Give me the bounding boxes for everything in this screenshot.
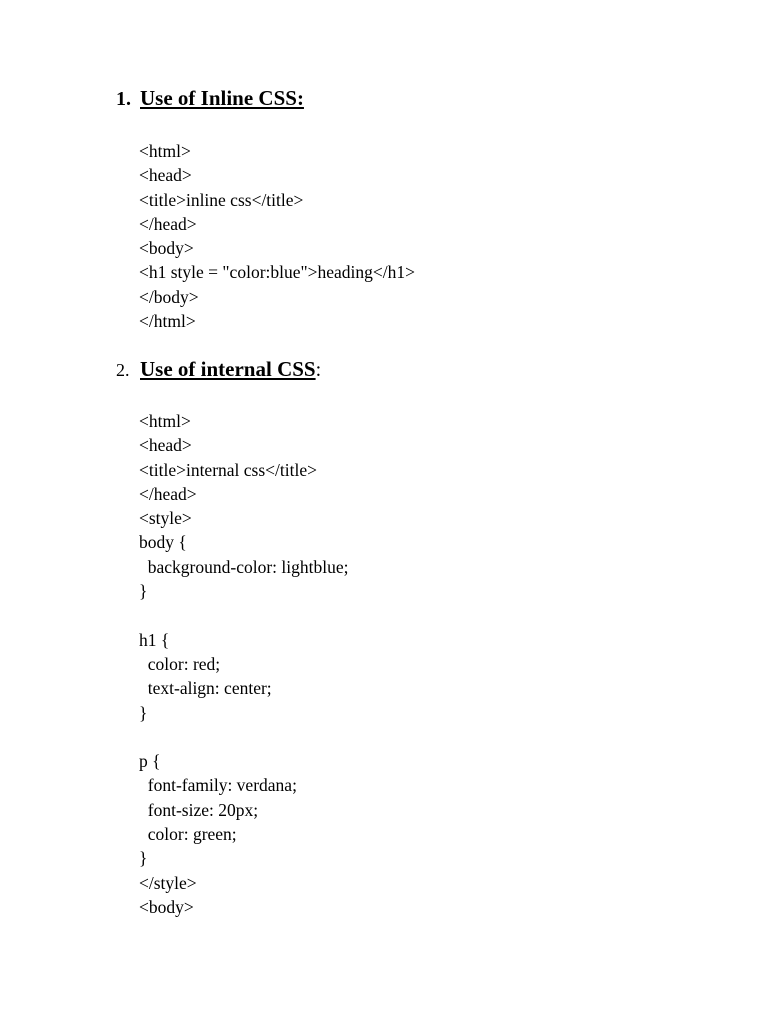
code-line: body { bbox=[139, 532, 187, 553]
code-line: } bbox=[139, 702, 148, 723]
code-line: <title>inline css</title> bbox=[139, 189, 304, 210]
code-line: </head> bbox=[139, 483, 197, 504]
code-line: </body> bbox=[139, 286, 199, 307]
code-line: background-color: lightblue; bbox=[139, 556, 349, 577]
code-line: color: green; bbox=[139, 824, 237, 845]
code-line: </head> bbox=[139, 213, 197, 234]
code-line bbox=[139, 603, 348, 627]
code-line: <style> bbox=[139, 508, 192, 529]
code-line: text-align: center; bbox=[139, 678, 272, 699]
code-line: <body> bbox=[139, 896, 194, 917]
section-2-code-block bbox=[139, 409, 348, 919]
code-line bbox=[139, 725, 348, 749]
code-line: <head> bbox=[139, 435, 192, 456]
code-line: color: red; bbox=[139, 653, 221, 674]
code-line: <html> bbox=[139, 411, 191, 431]
section-2-title: Use of internal CSS bbox=[140, 357, 316, 381]
code-line: font-family: verdana; bbox=[139, 775, 297, 796]
code-line: </html> bbox=[139, 311, 196, 332]
code-line: <title>internal css</title> bbox=[139, 459, 317, 480]
code-line: } bbox=[139, 848, 148, 869]
code-line: <h1 style = "color:blue">heading</h1> bbox=[139, 262, 416, 283]
code-line: <body> bbox=[139, 238, 194, 259]
code-line: </style> bbox=[139, 872, 197, 893]
section-2-heading bbox=[116, 357, 321, 385]
section-1-heading bbox=[116, 86, 304, 114]
code-line: <html> bbox=[139, 141, 191, 161]
code-line: <head> bbox=[139, 165, 192, 186]
section-1-code-block bbox=[139, 139, 415, 333]
code-line: h1 { bbox=[139, 629, 170, 650]
section-1-title: Use of Inline CSS: bbox=[140, 86, 304, 110]
code-line: } bbox=[139, 581, 148, 602]
section-2-title-colon: : bbox=[315, 359, 322, 381]
code-line: font-size: 20px; bbox=[139, 799, 259, 820]
section-1-number: 1. bbox=[116, 88, 131, 110]
section-2-number: 2. bbox=[116, 360, 130, 380]
code-line: p { bbox=[139, 751, 161, 772]
